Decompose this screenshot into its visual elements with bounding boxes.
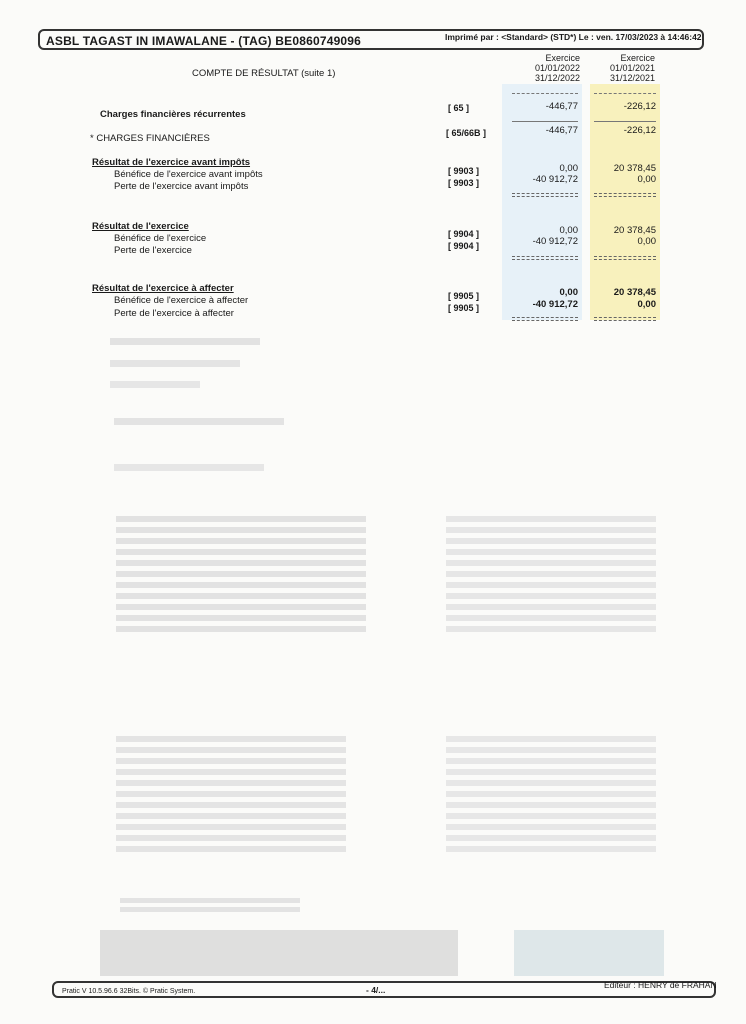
col-from: 01/01/2022	[534, 63, 580, 73]
perte-affecter-2021: 0,00	[637, 299, 656, 310]
perte-exercice-code: [ 9904 ]	[448, 241, 480, 251]
benefice-affecter-label: Bénéfice de l'exercice à affecter	[114, 295, 249, 306]
perte-affecter-code: [ 9905 ]	[448, 303, 480, 313]
benefice-avant-impots-2021: 20 378,45	[613, 163, 656, 174]
bleed-through-line	[110, 338, 260, 345]
perte-avant-impots-label: Perte de l'exercice avant impôts	[114, 181, 249, 192]
page-number: - 4/...	[366, 985, 386, 995]
column-header-2021	[575, 53, 655, 83]
software-version: Pratic V 10.5.96.6 32Bits. © Pratic System.	[62, 988, 196, 995]
resultat-exercice-label: Résultat de l'exercice	[92, 221, 189, 232]
benefice-affecter-2022: 0,00	[559, 287, 578, 298]
double-rule	[512, 256, 578, 260]
benefice-affecter-code: [ 9905 ]	[448, 291, 480, 301]
printed-by: Imprimé par : <Standard> (STD*) Le : ven. 17/03/2023 à 14:46:42	[445, 32, 702, 42]
double-rule	[512, 193, 578, 197]
resultat-affecter-label: Résultat de l'exercice à affecter	[92, 283, 234, 294]
perte-exercice-label: Perte de l'exercice	[114, 245, 192, 256]
double-rule	[594, 317, 656, 321]
bleed-through-block	[116, 736, 346, 856]
previous-year-band	[590, 84, 660, 320]
double-rule	[594, 193, 656, 197]
benefice-exercice-code: [ 9904 ]	[448, 229, 480, 239]
charges-financieres-2022: -446,77	[545, 125, 578, 136]
benefice-exercice-label: Bénéfice de l'exercice	[114, 233, 207, 244]
col-label: Exercice	[620, 53, 655, 63]
benefice-avant-impots-2022: 0,00	[559, 163, 578, 174]
charges-financieres-code: [ 65/66B ]	[446, 128, 487, 138]
perte-avant-impots-2022: -40 912,72	[532, 174, 578, 185]
bleed-through-block	[446, 736, 656, 856]
scan-shadow	[100, 930, 458, 976]
bleed-through-line	[110, 360, 240, 367]
double-rule	[594, 256, 656, 260]
bleed-through-line	[120, 898, 300, 912]
current-year-band	[502, 84, 582, 320]
benefice-affecter-2021: 20 378,45	[613, 287, 656, 298]
benefice-exercice-2022: 0,00	[559, 225, 578, 236]
perte-avant-impots-code: [ 9903 ]	[448, 178, 480, 188]
benefice-avant-impots-label: Bénéfice de l'exercice avant impôts	[114, 169, 263, 180]
organization-name: ASBL TAGAST IN IMAWALANE - (TAG) BE0860749096	[46, 34, 362, 48]
col-to: 31/12/2021	[609, 73, 655, 83]
column-header-2022	[500, 53, 580, 83]
perte-affecter-2022: -40 912,72	[532, 299, 578, 310]
benefice-exercice-2021: 20 378,45	[613, 225, 656, 236]
section-title: COMPTE DE RÉSULTAT (suite 1)	[192, 68, 336, 79]
charges-recurrentes-label: Charges financières récurrentes	[100, 109, 246, 120]
perte-exercice-2021: 0,00	[637, 236, 656, 247]
resultat-avant-impots-label: Résultat de l'exercice avant impôts	[92, 157, 251, 168]
perte-affecter-label: Perte de l'exercice à affecter	[114, 308, 234, 319]
col-label: Exercice	[545, 53, 580, 63]
scan-shadow	[514, 930, 664, 976]
col-to: 31/12/2022	[534, 73, 580, 83]
perte-avant-impots-2021: 0,00	[637, 174, 656, 185]
bleed-through-line	[110, 381, 200, 388]
col-from: 01/01/2021	[609, 63, 655, 73]
charges-financieres-2021: -226,12	[623, 125, 656, 136]
charges-financieres-label: * CHARGES FINANCIÈRES	[90, 133, 210, 144]
double-rule	[512, 317, 578, 321]
rule	[512, 93, 578, 94]
bleed-through-block	[116, 516, 366, 636]
charges-recurrentes-2022: -446,77	[545, 101, 578, 112]
bleed-through-block	[446, 516, 656, 636]
charges-recurrentes-code: [ 65 ]	[448, 103, 470, 113]
bleed-through-line	[114, 418, 284, 425]
rule	[594, 93, 656, 94]
rule	[512, 121, 578, 122]
perte-exercice-2022: -40 912,72	[532, 236, 578, 247]
benefice-avant-impots-code: [ 9903 ]	[448, 166, 480, 176]
charges-recurrentes-2021: -226,12	[623, 101, 656, 112]
editor: Editeur : HENRY de FRAHAN	[604, 980, 717, 990]
rule	[594, 121, 656, 122]
bleed-through-line	[114, 464, 264, 471]
